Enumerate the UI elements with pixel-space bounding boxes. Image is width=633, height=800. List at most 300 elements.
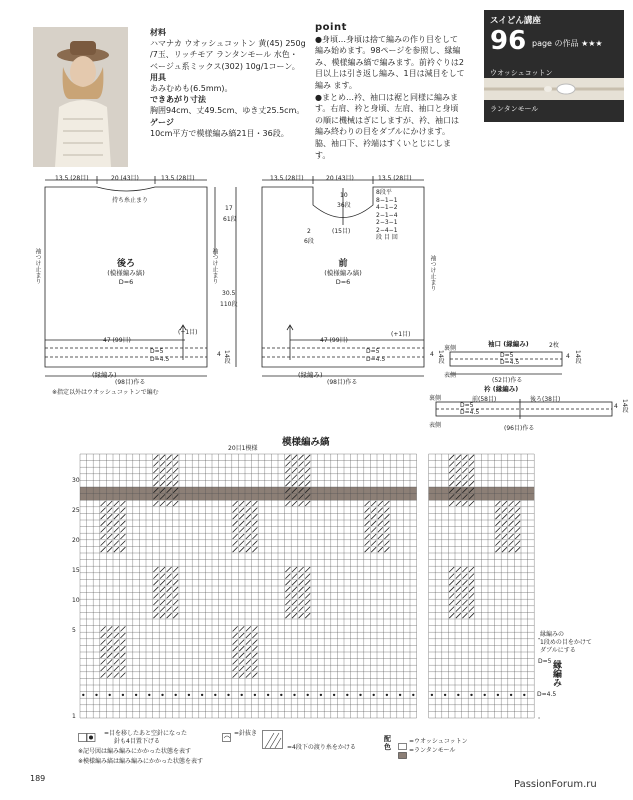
stitch-symbol	[120, 646, 125, 651]
stitch-symbol	[153, 580, 158, 585]
stitch-symbol	[469, 587, 474, 592]
stitch-symbol	[233, 541, 238, 546]
lesson-number: 96	[490, 26, 527, 56]
stitch-symbol	[449, 567, 454, 572]
stitch-symbol	[114, 673, 119, 678]
tools-text: あみむめも(6.5mm)。	[150, 84, 233, 94]
stitch-symbol	[167, 475, 172, 480]
stitch-symbol	[515, 547, 520, 552]
stitch-symbol	[173, 475, 178, 480]
color-label-2: =ランタンモール	[409, 747, 456, 754]
lesson-page-label: page の作品 ★★★	[532, 39, 603, 48]
stitch-symbol	[252, 541, 257, 546]
stitch-symbol	[509, 547, 514, 552]
edge-d5: D=5	[538, 658, 552, 665]
stitch-dot	[457, 694, 459, 696]
color-title: 配色	[384, 735, 391, 751]
stitch-symbol	[462, 468, 467, 473]
stitch-symbol	[246, 626, 251, 631]
color-label-1: =ウオッシュコットン	[409, 738, 468, 745]
stitch-dot	[148, 694, 150, 696]
stitch-symbol	[101, 547, 106, 552]
stitch-symbol	[456, 567, 461, 572]
stitch-symbol	[167, 593, 172, 598]
stitch-symbol	[107, 659, 112, 664]
stitch-dot	[359, 694, 361, 696]
stitch-symbol	[462, 580, 467, 585]
stitch-symbol	[462, 501, 467, 506]
stitch-symbol	[456, 475, 461, 480]
stitch-symbol	[107, 633, 112, 638]
stitch-symbol	[114, 527, 119, 532]
front-neck-depth: 10	[340, 192, 348, 199]
stitch-symbol	[292, 613, 297, 618]
stitch-symbol	[173, 607, 178, 612]
stitch-symbol	[509, 527, 514, 532]
legend-text-3: =4段下の渡り糸をかける	[287, 744, 356, 751]
shaping-row: 8−1−1	[376, 196, 398, 204]
stitch-symbol	[371, 521, 376, 526]
stitch-symbol	[305, 580, 310, 585]
stitch-symbol	[285, 455, 290, 460]
stitch-symbol	[495, 534, 500, 539]
stitch-dot	[320, 694, 322, 696]
stitch-symbol	[378, 508, 383, 513]
stitch-symbol	[173, 580, 178, 585]
stitch-symbol	[449, 600, 454, 605]
stitch-symbol	[101, 633, 106, 638]
stitch-symbol	[252, 633, 257, 638]
stitch-symbol	[365, 514, 370, 519]
edge-d45: D=4.5	[537, 691, 557, 698]
stitch-symbol	[120, 659, 125, 664]
back-bottom-width: 47 (99目)	[103, 337, 131, 344]
stitch-symbol	[107, 514, 112, 519]
lesson-title: スイどん講座	[490, 16, 541, 26]
stitch-symbol	[239, 673, 244, 678]
tools-heading: 用具	[150, 72, 166, 82]
stitch-symbol	[239, 626, 244, 631]
stitch-symbol	[305, 475, 310, 480]
back-rows-a: 61段	[223, 216, 237, 223]
back-note: ※指定以外はウオッシュコットンで編む	[52, 389, 159, 396]
yarn1-label: ウオッシュコットン	[490, 69, 553, 77]
stitch-symbol	[292, 455, 297, 460]
stitch-symbol	[107, 541, 112, 546]
stitch-symbol	[292, 567, 297, 572]
back-d45: D=4.5	[150, 356, 170, 363]
stitch-symbol	[502, 521, 507, 526]
back-height-b: 30.5	[222, 290, 236, 297]
stitch-symbol	[365, 508, 370, 513]
stitch-dot	[444, 694, 446, 696]
stitch-symbol	[462, 574, 467, 579]
stitch-symbol	[114, 659, 119, 664]
stitch-symbol	[371, 508, 376, 513]
stitch-symbol	[299, 607, 304, 612]
stitch-symbol	[292, 468, 297, 473]
stitch-symbol	[120, 653, 125, 658]
stitch-symbol	[246, 521, 251, 526]
stitch-symbol	[167, 580, 172, 585]
stitch-symbol	[449, 587, 454, 592]
stitch-symbol	[233, 666, 238, 671]
chart-section	[429, 454, 535, 718]
stitch-symbol	[292, 607, 297, 612]
stitch-symbol	[160, 567, 165, 572]
materials-line: ハマナカ ウオッシュコットン 黄(45) 250g	[150, 39, 306, 49]
stitch-symbol	[153, 607, 158, 612]
materials-heading: 材料	[150, 28, 166, 37]
stitch-symbol	[462, 607, 467, 612]
stitch-symbol	[285, 600, 290, 605]
shaping-row: 8段平	[376, 189, 392, 196]
shaping-row: 2−1−4	[376, 211, 398, 219]
stitch-symbol	[449, 613, 454, 618]
row-label-5: 5	[72, 627, 76, 634]
stitch-symbol	[173, 613, 178, 618]
collar-back-count: 後ろ(38目)	[530, 396, 561, 403]
cuff-d5: D=5	[500, 352, 514, 359]
stitch-symbol	[252, 521, 257, 526]
front-neck-small: 2	[307, 228, 311, 235]
stitch-symbol	[114, 501, 119, 506]
stitch-symbol	[449, 501, 454, 506]
stitch-symbol	[114, 521, 119, 526]
stitch-symbol	[469, 455, 474, 460]
stitch-symbol	[502, 541, 507, 546]
point-paragraph: ●まとめ…衿、袖口は裾と同様に編みます。右肩、衿と身頃、左肩、袖口と身頃の順に機械はぎにしますが、衿、袖口は編み終わりの目をダブルにかけます。脇、袖口下、衿端はすくいとじにします。	[315, 92, 459, 160]
stitch-symbol	[252, 640, 257, 645]
stitch-symbol	[495, 508, 500, 513]
stitch-symbol	[101, 501, 106, 506]
stitch-symbol	[107, 646, 112, 651]
stitch-symbol	[305, 574, 310, 579]
stitch-symbol	[120, 514, 125, 519]
materials-line: ベージュ系ミックス(302) 10g/1コーン。	[150, 61, 300, 71]
color-swatch-2	[398, 745, 408, 764]
stitch-symbol	[107, 534, 112, 539]
stitch-symbol	[299, 481, 304, 486]
stitch-symbol	[285, 468, 290, 473]
front-top-right: 13.5 (28目)	[378, 175, 412, 182]
shaping-row: 段 目 回	[376, 234, 398, 241]
stitch-symbol	[153, 475, 158, 480]
front-bottom-width: 47 (99目)	[320, 337, 348, 344]
stitch-symbol	[239, 547, 244, 552]
stitch-symbol	[246, 633, 251, 638]
stitch-symbol	[285, 475, 290, 480]
back-height-a: 17	[225, 205, 233, 212]
stitch-symbol	[292, 501, 297, 506]
stitch-symbol	[456, 481, 461, 486]
stitch-symbol	[167, 600, 172, 605]
stitch-symbol	[502, 547, 507, 552]
stitch-symbol	[246, 659, 251, 664]
stitch-symbol	[449, 461, 454, 466]
stitch-symbol	[462, 481, 467, 486]
stitch-symbol	[384, 521, 389, 526]
stitch-symbol	[173, 587, 178, 592]
stitch-symbol	[233, 633, 238, 638]
stitch-symbol	[153, 613, 158, 618]
back-title: 後ろ	[116, 259, 135, 269]
stitch-symbol	[502, 501, 507, 506]
stitch-symbol	[107, 626, 112, 631]
stitch-symbol	[239, 653, 244, 658]
stitch-symbol	[101, 640, 106, 645]
legend-symbol-1	[78, 728, 104, 747]
stitch-symbol	[173, 574, 178, 579]
stitch-symbol	[114, 508, 119, 513]
stitch-symbol	[246, 666, 251, 671]
stitch-symbol	[456, 613, 461, 618]
stitch-symbol	[299, 567, 304, 572]
stitch-dot	[307, 694, 309, 696]
stitch-symbol	[114, 547, 119, 552]
stitch-dot	[214, 694, 216, 696]
stitch-symbol	[101, 508, 106, 513]
stitch-symbol	[462, 587, 467, 592]
stitch-symbol	[292, 574, 297, 579]
stitch-symbol	[153, 501, 158, 506]
stitch-symbol	[153, 567, 158, 572]
stitch-symbol	[246, 514, 251, 519]
stitch-symbol	[469, 600, 474, 605]
stitch-symbol	[120, 666, 125, 671]
shaping-row: 2−3−1	[376, 219, 398, 226]
stitch-symbol	[101, 521, 106, 526]
front-side-h: 4	[430, 351, 434, 358]
stitch-symbol	[239, 534, 244, 539]
stitch-symbol	[502, 527, 507, 532]
stitch-symbol	[114, 626, 119, 631]
stitch-dot	[267, 694, 269, 696]
front-neck-rows: 36段	[337, 202, 351, 209]
front-shaping	[376, 189, 398, 242]
front-plus: (+1目)	[391, 331, 411, 338]
stitch-symbol	[153, 481, 158, 486]
stitch-dot	[254, 694, 256, 696]
stitch-symbol	[167, 613, 172, 618]
stitch-symbol	[299, 461, 304, 466]
stitch-symbol	[114, 640, 119, 645]
stitch-symbol	[120, 541, 125, 546]
stitch-symbol	[449, 593, 454, 598]
stitch-symbol	[299, 468, 304, 473]
stitch-chart	[70, 450, 540, 725]
stitch-symbol	[120, 534, 125, 539]
stitch-symbol	[469, 580, 474, 585]
side-note-2: 1段めの目をかけて	[540, 639, 592, 646]
stitch-symbol	[285, 613, 290, 618]
edge-label: 縁編み	[551, 660, 561, 687]
stitch-symbol	[120, 547, 125, 552]
row-label-15: 15	[72, 567, 80, 574]
stitch-dot	[201, 694, 203, 696]
stitch-dot	[188, 694, 190, 696]
stitch-dot	[333, 694, 335, 696]
stitch-symbol	[509, 541, 514, 546]
stitch-symbol	[305, 468, 310, 473]
stitch-symbol	[167, 587, 172, 592]
stitch-symbol	[167, 461, 172, 466]
stitch-symbol	[239, 501, 244, 506]
collar-d45: D=4.5	[460, 409, 480, 416]
stitch-symbol	[305, 567, 310, 572]
stitch-symbol	[495, 541, 500, 546]
back-plus: (+1目)	[178, 329, 198, 336]
stitch-symbol	[502, 514, 507, 519]
stitch-symbol	[515, 514, 520, 519]
stitch-dot	[431, 694, 433, 696]
stitch-symbol	[378, 541, 383, 546]
stitch-symbol	[384, 547, 389, 552]
row-label-20: 20	[72, 537, 80, 544]
stitch-symbol	[292, 475, 297, 480]
page-number: 189	[30, 774, 46, 783]
stitch-symbol	[120, 521, 125, 526]
stitch-symbol	[515, 508, 520, 513]
stitch-symbol	[246, 508, 251, 513]
stitch-symbol	[239, 508, 244, 513]
stitch-symbol	[233, 673, 238, 678]
stitch-symbol	[305, 501, 310, 506]
stitch-dot	[470, 694, 472, 696]
stitch-dot	[241, 694, 243, 696]
point-title: point	[315, 22, 347, 33]
stitch-symbol	[371, 501, 376, 506]
stitch-symbol	[285, 461, 290, 466]
back-d5: D=5	[150, 348, 164, 355]
stitch-symbol	[469, 501, 474, 506]
stitch-symbol	[160, 593, 165, 598]
stitch-symbol	[456, 580, 461, 585]
stitch-symbol	[252, 646, 257, 651]
stitch-symbol	[449, 574, 454, 579]
stitch-symbol	[239, 633, 244, 638]
stitch-dot	[82, 694, 84, 696]
stitch-symbol	[378, 547, 383, 552]
stitch-symbol	[299, 580, 304, 585]
stitch-symbol	[292, 580, 297, 585]
stitch-dot	[386, 694, 388, 696]
stitch-symbol	[384, 534, 389, 539]
stitch-dot	[412, 694, 414, 696]
stitch-symbol	[371, 541, 376, 546]
stitch-symbol	[305, 600, 310, 605]
collar-r: 14段	[621, 399, 628, 413]
stitch-symbol	[246, 653, 251, 658]
stitch-symbol	[239, 514, 244, 519]
stitch-symbol	[173, 461, 178, 466]
stitch-symbol	[233, 514, 238, 519]
stitch-symbol	[469, 613, 474, 618]
back-top-right: 13.5 (28目)	[161, 175, 195, 182]
stitch-symbol	[233, 626, 238, 631]
stitch-symbol	[515, 527, 520, 532]
stitch-symbol	[153, 600, 158, 605]
stitch-symbol	[114, 666, 119, 671]
stitch-symbol	[167, 481, 172, 486]
stitch-symbol	[384, 501, 389, 506]
stitch-symbol	[167, 607, 172, 612]
stitch-dot	[373, 694, 375, 696]
stitch-symbol	[120, 626, 125, 631]
stitch-symbol	[239, 659, 244, 664]
stitch-symbol	[469, 468, 474, 473]
stitch-symbol	[101, 534, 106, 539]
stitch-symbol	[114, 534, 119, 539]
stitch-symbol	[107, 521, 112, 526]
stitch-symbol	[378, 501, 383, 506]
stitch-symbol	[114, 646, 119, 651]
stitch-symbol	[515, 534, 520, 539]
stitch-symbol	[101, 626, 106, 631]
stitch-symbol	[233, 653, 238, 658]
stitch-symbol	[101, 673, 106, 678]
back-side-r: 14段	[223, 350, 230, 364]
stitch-symbol	[233, 521, 238, 526]
stitch-symbol	[239, 666, 244, 671]
stitch-symbol	[462, 461, 467, 466]
stitch-symbol	[292, 461, 297, 466]
stitch-symbol	[101, 653, 106, 658]
stitch-symbol	[101, 666, 106, 671]
stitch-symbol	[384, 508, 389, 513]
stitch-symbol	[285, 593, 290, 598]
stitch-symbol	[120, 527, 125, 532]
stitch-symbol	[509, 508, 514, 513]
stitch-symbol	[378, 521, 383, 526]
stitch-symbol	[462, 600, 467, 605]
stitch-dot	[399, 694, 401, 696]
stitch-symbol	[167, 574, 172, 579]
stitch-symbol	[449, 481, 454, 486]
collar-back-label: 裏側	[429, 395, 442, 402]
stitch-dot	[293, 694, 295, 696]
front-subtitle: (模様編み縞)	[324, 269, 362, 277]
collar-h: 4	[614, 403, 618, 410]
gauge-heading: ゲージ	[150, 117, 174, 127]
legend-text-1b: 針も4目置下げる	[114, 738, 160, 745]
stitch-symbol	[469, 567, 474, 572]
stitch-symbol	[120, 501, 125, 506]
stitch-symbol	[456, 600, 461, 605]
stitch-symbol	[167, 567, 172, 572]
stitch-symbol	[495, 514, 500, 519]
stitch-symbol	[462, 455, 467, 460]
stitch-symbol	[160, 607, 165, 612]
stitch-dot	[227, 694, 229, 696]
stitch-symbol	[305, 481, 310, 486]
stitch-symbol	[246, 541, 251, 546]
stitch-symbol	[285, 580, 290, 585]
stitch-symbol	[285, 587, 290, 592]
row-label-10: 10	[72, 597, 80, 604]
stitch-symbol	[305, 613, 310, 618]
stitch-symbol	[285, 607, 290, 612]
stitch-symbol	[246, 534, 251, 539]
stitch-symbol	[153, 461, 158, 466]
back-border: (縁編み)	[92, 371, 117, 379]
stitch-symbol	[120, 673, 125, 678]
stitch-symbol	[233, 527, 238, 532]
stitch-symbol	[239, 541, 244, 546]
stitch-symbol	[107, 527, 112, 532]
cuff-h: 4	[566, 353, 570, 360]
stitch-symbol	[469, 475, 474, 480]
